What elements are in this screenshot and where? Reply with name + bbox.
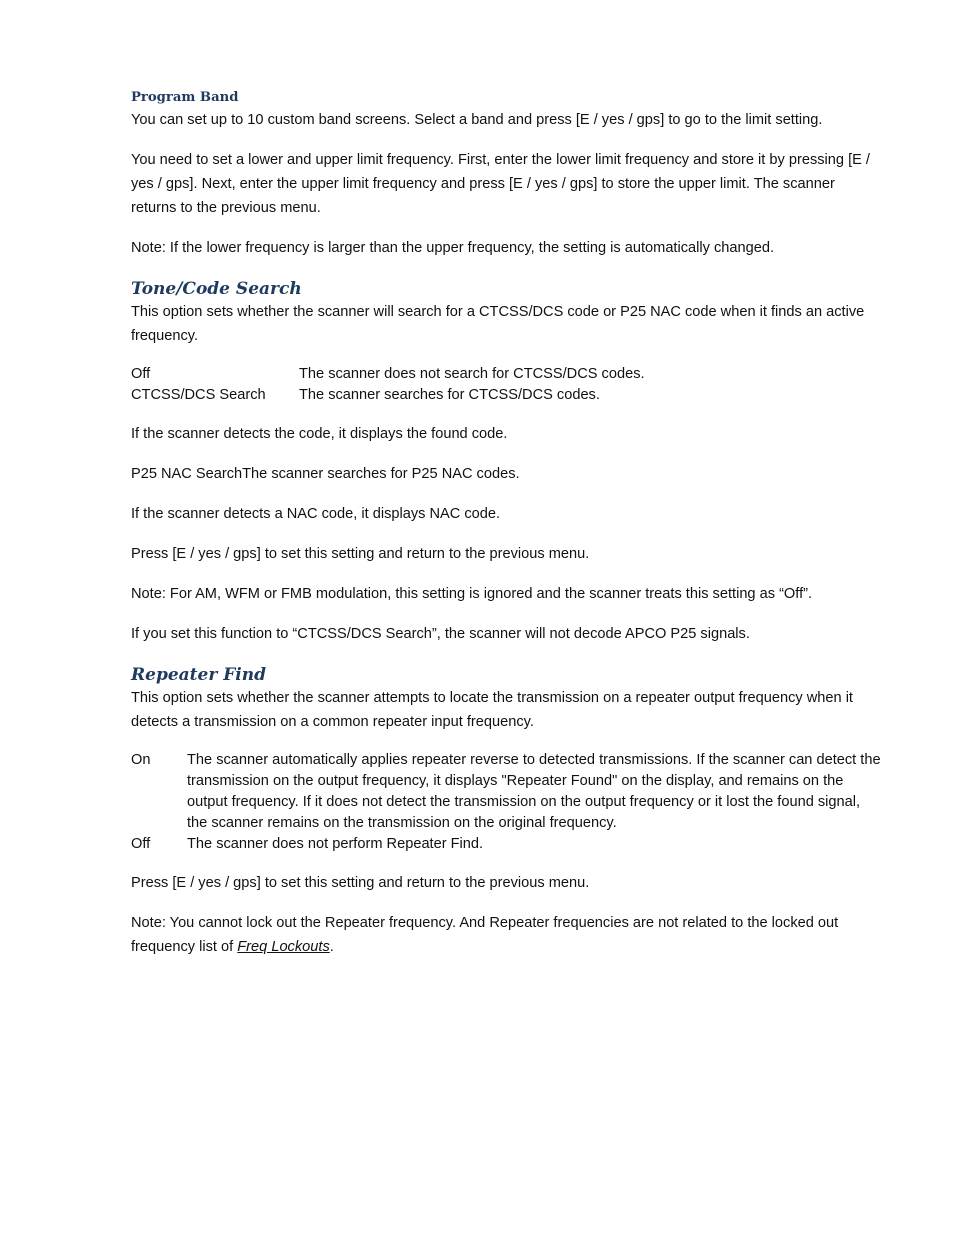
- program-band-note: Note: If the lower frequency is larger than the upper frequency, the setting is automatically changed.: [131, 240, 775, 256]
- tone-press-paragraph: Press [E / yes / gps] to set this setting and return to the previous menu.: [131, 546, 590, 562]
- program-band-paragraph-1: You can set up to 10 custom band screens. Select a band and press [E / yes / gps] to go to the limit setting.: [131, 112, 823, 128]
- tone-code-search-intro: This option sets whether the scanner will search for a CTCSS/DCS code or P25 NAC code when it finds an active frequency.: [131, 304, 865, 344]
- option-term: CTCSS/DCS Search: [131, 387, 266, 403]
- repeater-lockout-note: [131, 911, 881, 959]
- program-band-heading: Program Band: [131, 90, 239, 105]
- repeater-options: [131, 750, 881, 855]
- option-description: The scanner searches for CTCSS/DCS codes.: [299, 387, 600, 403]
- option-description: The scanner does not search for CTCSS/DCS codes.: [299, 366, 645, 382]
- code-detect-paragraph: If the scanner detects the code, it displays the found code.: [131, 426, 508, 442]
- option-term: Off: [131, 366, 151, 382]
- note-text: Note: You cannot lock out the Repeater frequency. And Repeater frequencies are not related to the locked out frequency list of: [131, 915, 839, 955]
- option-description: The scanner automatically applies repeater reverse to detected transmissions. If the scanner can detect the transmission on the output frequency, it displays "Repeater Found" on the display, and remains on the output frequency. If it does not detect the transmission on the output frequency or it lost the found signal, the scanner remains on the transmission on the original frequency.: [187, 752, 881, 831]
- program-band-paragraph-2: You need to set a lower and upper limit frequency. First, enter the lower limit frequency and store it by pressing [E / yes / gps]. Next, enter the upper limit frequency and press [E / yes / gps] to store the upper limit. The scanner returns to the previous menu.: [131, 152, 870, 216]
- option-row: [131, 834, 881, 855]
- freq-lockouts-link[interactable]: Freq Lockouts: [237, 939, 330, 955]
- option-row: [131, 750, 881, 834]
- note-suffix: .: [329, 939, 334, 955]
- repeater-press-paragraph: Press [E / yes / gps] to set this setting and return to the previous menu.: [131, 875, 590, 891]
- option-description: The scanner does not perform Repeater Find.: [187, 836, 484, 852]
- nac-detect-paragraph: If the scanner detects a NAC code, it displays NAC code.: [131, 506, 501, 522]
- ctcss-p25-note: If you set this function to “CTCSS/DCS Search”, the scanner will not decode APCO P25 signals.: [131, 626, 750, 642]
- tone-code-search-heading: Tone/Code Search: [131, 279, 302, 299]
- p25-nac-search-line: [131, 462, 881, 486]
- tone-modulation-note: Note: For AM, WFM or FMB modulation, this setting is ignored and the scanner treats this setting as “Off”.: [131, 586, 813, 602]
- repeater-find-heading: Repeater Find: [131, 665, 266, 685]
- document-page: [131, 88, 881, 959]
- option-term: Off: [131, 836, 151, 852]
- tone-code-options: [131, 364, 881, 406]
- option-row: [131, 364, 881, 385]
- repeater-find-intro: This option sets whether the scanner attempts to locate the transmission on a repeater output frequency when it detects a transmission on a common repeater input frequency.: [131, 690, 853, 730]
- p25-description: The scanner searches for P25 NAC codes.: [242, 466, 520, 482]
- option-term: On: [131, 752, 151, 768]
- option-row: [131, 385, 881, 406]
- p25-term: P25 NAC Search: [131, 466, 243, 482]
